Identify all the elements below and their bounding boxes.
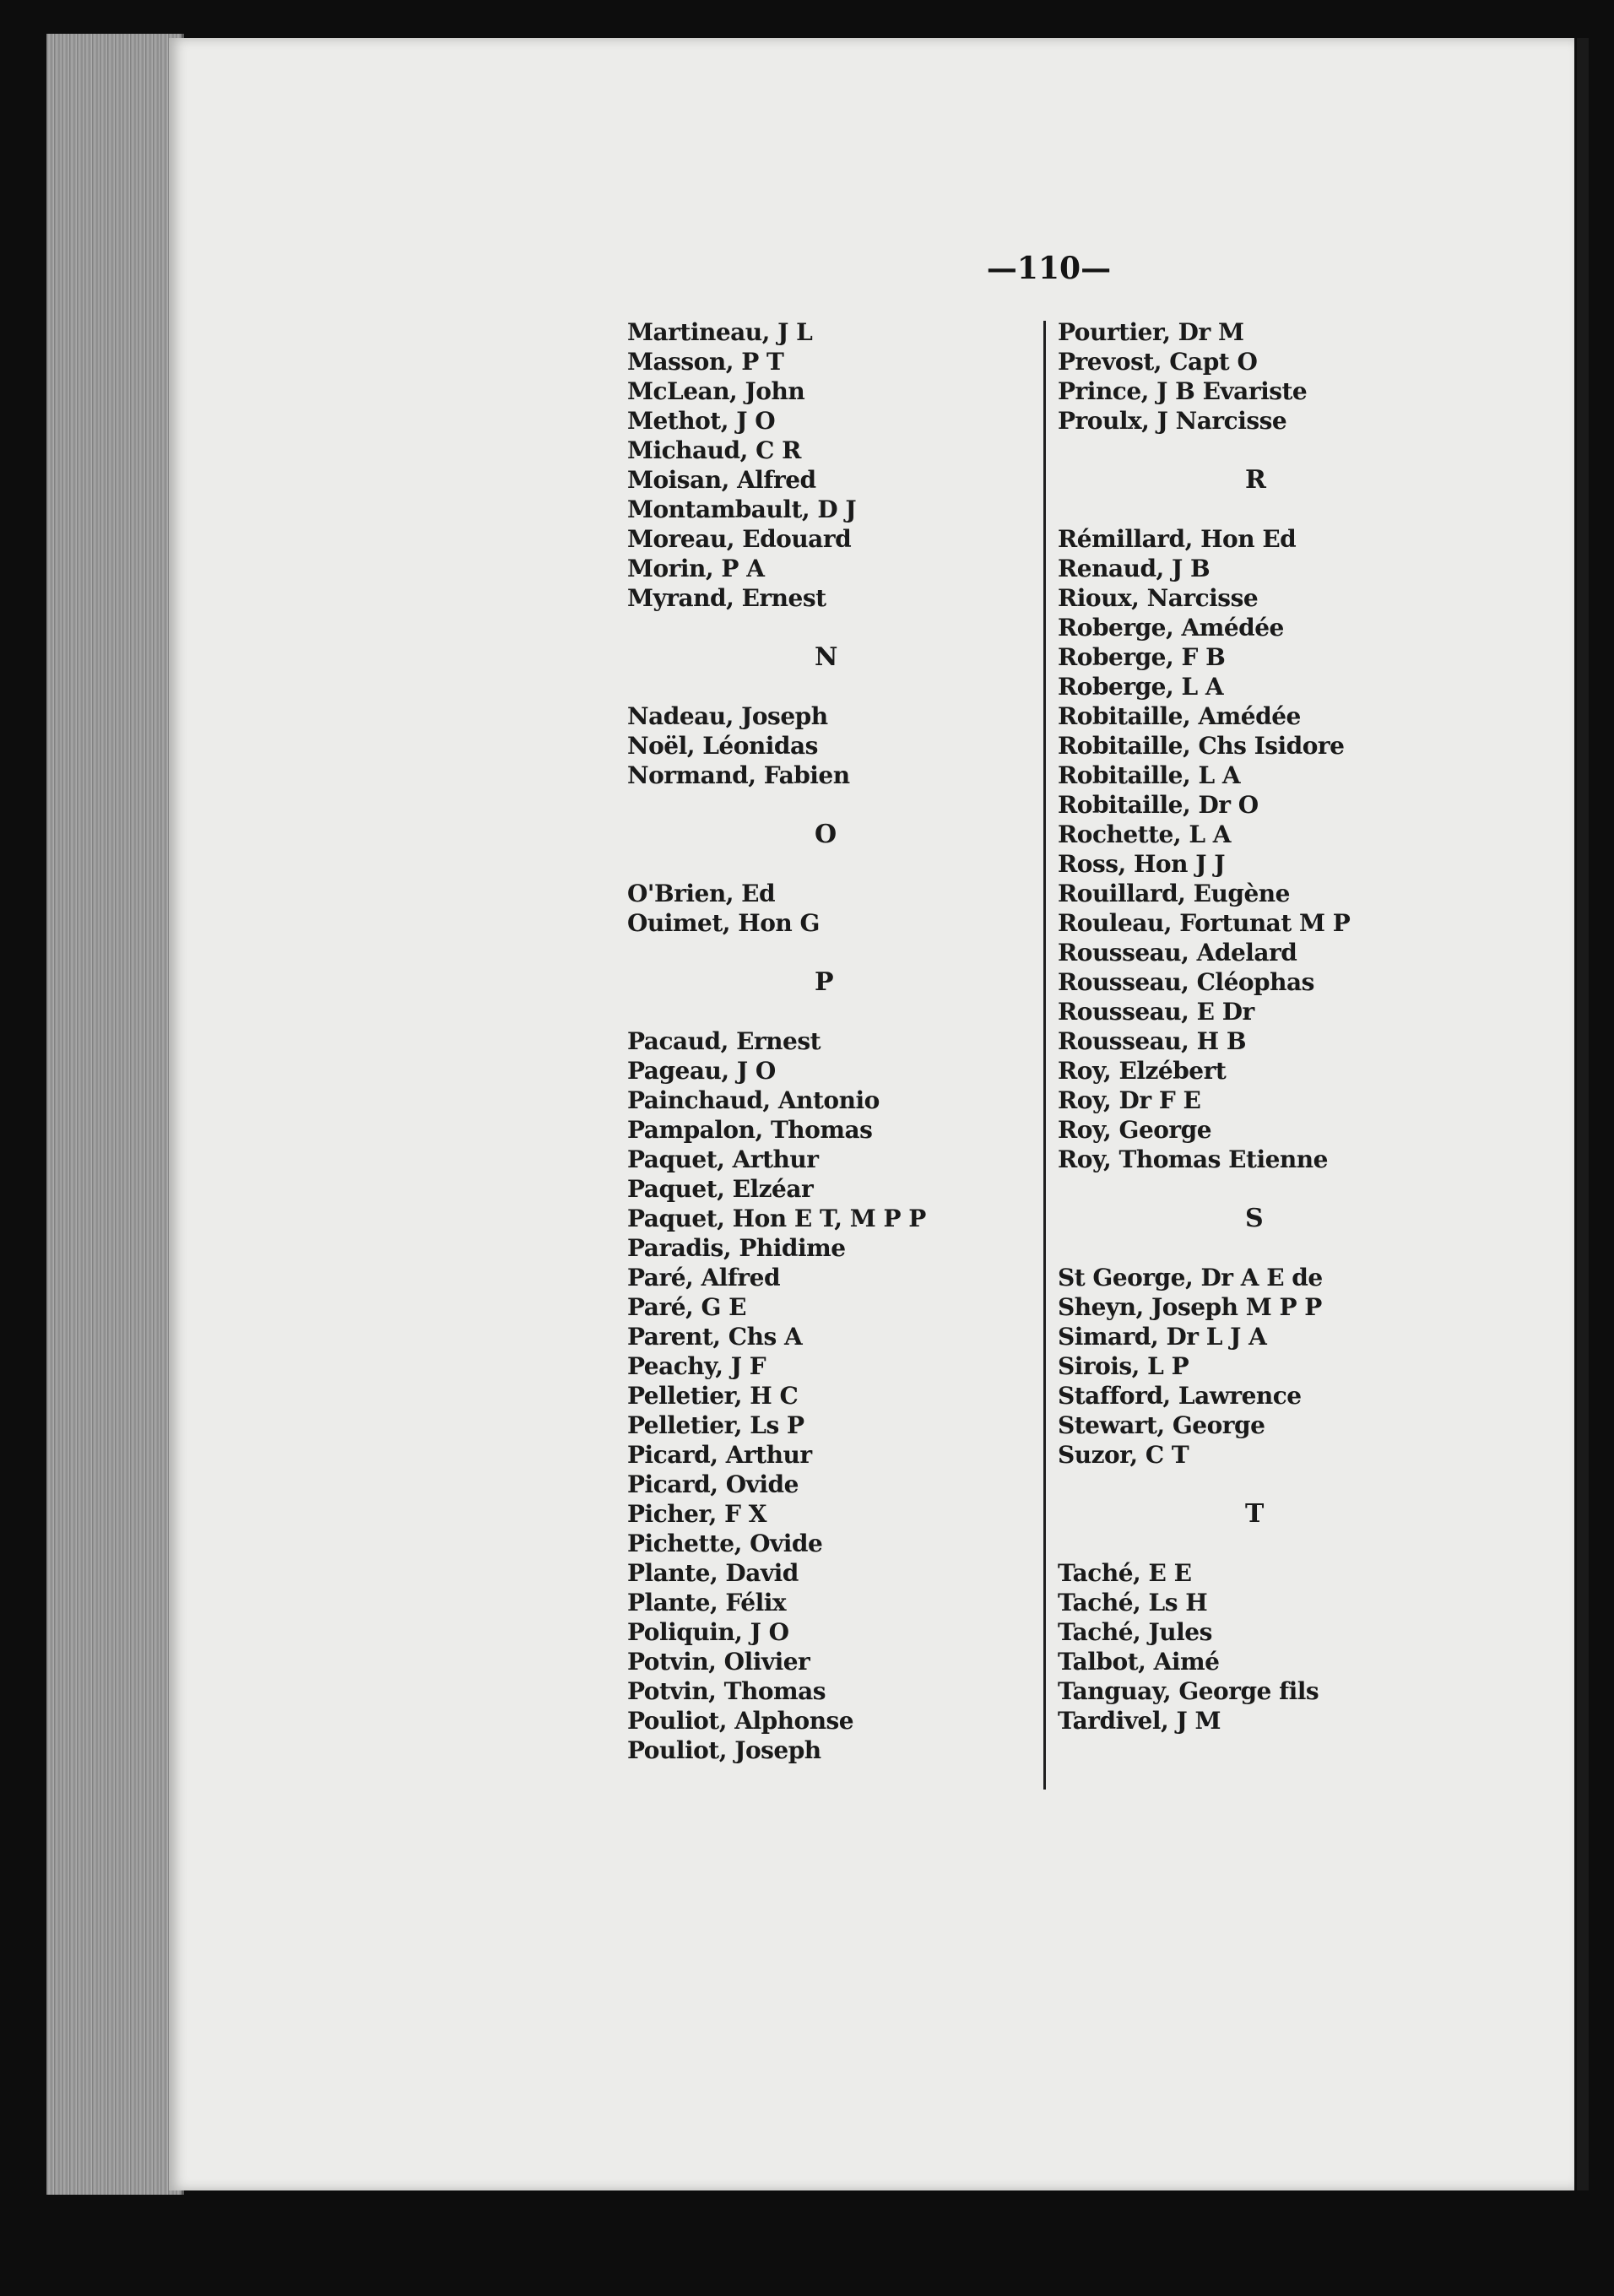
name-entry: Picard, Ovide xyxy=(627,1470,799,1498)
name-entry: Roberge, L A xyxy=(1058,673,1224,701)
name-entry: Rousseau, Adelard xyxy=(1058,939,1297,967)
name-entry: Roy, Thomas Etienne xyxy=(1058,1145,1328,1173)
name-entry: Tanguay, George fils xyxy=(1058,1677,1319,1705)
name-entry: Robitaille, Amédée xyxy=(1058,702,1301,730)
spacer xyxy=(1058,1233,1429,1263)
name-entry: Rémillard, Hon Ed xyxy=(1058,525,1297,553)
name-entry: Rousseau, Cléophas xyxy=(1058,968,1314,996)
name-entry: Moisan, Alfred xyxy=(627,466,816,494)
spacer xyxy=(1058,1174,1429,1204)
name-entry: Rioux, Narcisse xyxy=(1058,584,1259,612)
book-page-edges xyxy=(46,34,184,2195)
facing-page-edge xyxy=(1577,38,1589,2190)
name-entry: Tardivel, J M xyxy=(1058,1707,1221,1735)
section-letter: O xyxy=(815,820,837,849)
name-entry: Poliquin, J O xyxy=(627,1618,789,1646)
name-entry: Rouillard, Eugène xyxy=(1058,880,1290,907)
name-entry: Montambault, D J xyxy=(627,495,857,523)
name-entry: Pelletier, H C xyxy=(627,1382,799,1410)
name-entry: Pelletier, Ls P xyxy=(627,1411,804,1439)
spacer xyxy=(627,613,1024,642)
name-entry: Peachy, J F xyxy=(627,1352,766,1380)
spacer xyxy=(1058,495,1429,524)
name-entry: Stafford, Lawrence xyxy=(1058,1382,1302,1410)
name-entry: Roy, Elzébert xyxy=(1058,1057,1227,1085)
section-letter: P xyxy=(815,967,834,997)
name-entry: Ouimet, Hon G xyxy=(627,909,820,937)
name-entry: Painchaud, Antonio xyxy=(627,1086,880,1114)
name-entry: Michaud, C R xyxy=(627,436,801,464)
name-entry: Talbot, Aimé xyxy=(1058,1648,1220,1676)
spacer xyxy=(627,997,1024,1026)
spacer xyxy=(627,790,1024,820)
name-entry: Suzor, C T xyxy=(1058,1441,1189,1469)
section-letter: R xyxy=(1245,465,1266,495)
name-entry: Roy, George xyxy=(1058,1116,1212,1144)
spacer xyxy=(1058,1529,1429,1558)
name-entry: Potvin, Thomas xyxy=(627,1677,826,1705)
name-entry: Pacaud, Ernest xyxy=(627,1027,821,1055)
name-entry: Taché, Ls H xyxy=(1058,1589,1208,1616)
name-entry: Taché, Jules xyxy=(1058,1618,1212,1646)
column-divider xyxy=(1043,321,1046,1790)
name-entry: McLean, John xyxy=(627,377,805,405)
name-entry: Pichette, Ovide xyxy=(627,1530,823,1557)
section-letter: S xyxy=(1245,1204,1264,1233)
name-entry: Robitaille, L A xyxy=(1058,761,1241,789)
name-entry: Nadeau, Joseph xyxy=(627,702,828,730)
name-entry: Rochette, L A xyxy=(1058,820,1232,848)
name-entry: Pouliot, Alphonse xyxy=(627,1707,854,1735)
name-entry: Roberge, F B xyxy=(1058,643,1226,671)
name-entry: St George, Dr A E de xyxy=(1058,1264,1323,1292)
name-entry: Robitaille, Chs Isidore xyxy=(1058,732,1345,760)
name-entry: Myrand, Ernest xyxy=(627,584,826,612)
name-entry: Proulx, J Narcisse xyxy=(1058,407,1287,435)
name-entry: Pouliot, Joseph xyxy=(627,1736,821,1764)
name-entry: Roberge, Amédée xyxy=(1058,614,1284,642)
right-name-column xyxy=(1058,317,1429,1736)
name-entry: Stewart, George xyxy=(1058,1411,1265,1439)
spacer xyxy=(1058,1470,1429,1499)
name-entry: Paquet, Arthur xyxy=(627,1145,819,1173)
name-entry: Methot, J O xyxy=(627,407,776,435)
name-entry: Paquet, Hon E T, M P P xyxy=(627,1205,926,1232)
name-entry: Sheyn, Joseph M P P xyxy=(1058,1293,1322,1321)
name-entry: Pourtier, Dr M xyxy=(1058,318,1244,346)
name-entry: Taché, E E xyxy=(1058,1559,1192,1587)
spacer xyxy=(1058,436,1429,465)
spacer xyxy=(627,672,1024,701)
name-entry: Picher, F X xyxy=(627,1500,766,1528)
name-entry: Parent, Chs A xyxy=(627,1323,803,1351)
name-entry: Potvin, Olivier xyxy=(627,1648,810,1676)
spacer xyxy=(627,938,1024,967)
name-entry: Morin, P A xyxy=(627,555,765,582)
name-entry: Simard, Dr L J A xyxy=(1058,1323,1267,1351)
name-entry: Noël, Léonidas xyxy=(627,732,818,760)
name-entry: Robitaille, Dr O xyxy=(1058,791,1259,819)
name-entry: Prevost, Capt O xyxy=(1058,348,1258,376)
name-entry: Plante, David xyxy=(627,1559,799,1587)
name-entry: Moreau, Edouard xyxy=(627,525,852,553)
spacer xyxy=(627,849,1024,879)
name-entry: Paquet, Elzéar xyxy=(627,1175,814,1203)
name-entry: O'Brien, Ed xyxy=(627,880,776,907)
name-entry: Masson, P T xyxy=(627,348,784,376)
name-entry: Prince, J B Evariste xyxy=(1058,377,1308,405)
name-entry: Rousseau, E Dr xyxy=(1058,998,1254,1026)
name-entry: Paré, G E xyxy=(627,1293,747,1321)
name-entry: Sirois, L P xyxy=(1058,1352,1189,1380)
section-letter: N xyxy=(815,642,838,672)
name-entry: Pageau, J O xyxy=(627,1057,776,1085)
name-entry: Picard, Arthur xyxy=(627,1441,812,1469)
name-entry: Normand, Fabien xyxy=(627,761,850,789)
name-entry: Ross, Hon J J xyxy=(1058,850,1225,878)
section-letter: T xyxy=(1245,1499,1265,1529)
name-entry: Paré, Alfred xyxy=(627,1264,781,1292)
name-entry: Plante, Félix xyxy=(627,1589,787,1616)
page-number: —110— xyxy=(986,251,1112,286)
name-entry: Pampalon, Thomas xyxy=(627,1116,873,1144)
name-entry: Rouleau, Fortunat M P xyxy=(1058,909,1351,937)
name-entry: Martineau, J L xyxy=(627,318,813,346)
left-name-column xyxy=(627,317,1024,1765)
name-entry: Roy, Dr F E xyxy=(1058,1086,1201,1114)
name-entry: Paradis, Phidime xyxy=(627,1234,846,1262)
name-entry: Renaud, J B xyxy=(1058,555,1210,582)
name-entry: Rousseau, H B xyxy=(1058,1027,1247,1055)
